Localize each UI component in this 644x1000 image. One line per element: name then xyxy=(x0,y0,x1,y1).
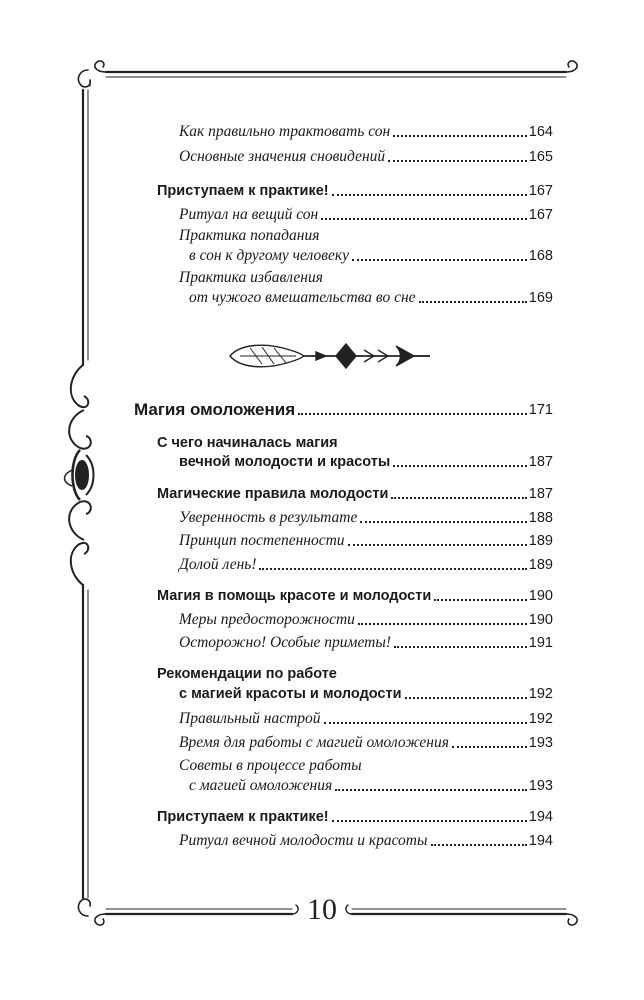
toc-entry-title: от чужого вмешательства во сне xyxy=(189,289,416,306)
dot-leader xyxy=(352,259,527,261)
toc-entry-page: 167 xyxy=(528,183,553,199)
dot-leader xyxy=(419,301,527,303)
toc-entry-page: 194 xyxy=(528,809,553,825)
dot-leader xyxy=(393,135,527,137)
toc-entry[interactable] xyxy=(179,555,553,575)
page-number: 10 xyxy=(307,893,337,926)
dot-leader xyxy=(394,646,527,648)
toc-entry[interactable] xyxy=(179,508,553,528)
dot-leader xyxy=(434,599,527,601)
dot-leader xyxy=(391,497,526,499)
toc-entry[interactable] xyxy=(179,122,553,142)
dot-leader xyxy=(388,160,527,162)
dot-leader xyxy=(393,465,527,467)
toc-entry[interactable] xyxy=(179,684,553,704)
toc-entry-page: 191 xyxy=(528,635,553,651)
toc-entry-page: 187 xyxy=(528,454,553,470)
toc-entry-page: 167 xyxy=(528,207,553,223)
toc-entry[interactable] xyxy=(189,776,553,796)
toc-entry-page: 193 xyxy=(528,735,553,751)
toc-entry-title: Осторожно! Особые приметы! xyxy=(179,634,391,651)
toc-entry-title: Принцип постепенности xyxy=(179,532,345,549)
toc-entry-page: 187 xyxy=(528,486,553,502)
toc-chapter-page: 171 xyxy=(528,402,553,418)
toc-entry-page: 165 xyxy=(528,149,553,165)
toc-entry-title-line1: С чего начиналась магия xyxy=(157,435,338,451)
toc-entry-title: Приступаем к практике! xyxy=(157,809,329,825)
toc-entry-title-line1: Советы в процессе работы xyxy=(179,757,362,774)
dot-leader xyxy=(405,697,527,699)
toc-entry-page: 192 xyxy=(528,711,553,727)
dot-leader xyxy=(431,844,527,846)
toc-entry[interactable] xyxy=(157,181,553,201)
toc-entry-title-line1: Рекомендации по работе xyxy=(157,666,337,682)
toc-entry[interactable] xyxy=(179,610,553,630)
toc-entry[interactable] xyxy=(157,807,553,827)
toc-entry-title: Приступаем к практике! xyxy=(157,183,329,199)
toc-entry-title: Долой лень! xyxy=(179,556,257,573)
toc-entry-page: 168 xyxy=(528,248,553,264)
toc-entry[interactable] xyxy=(189,246,553,266)
dot-leader xyxy=(360,521,526,523)
toc-entry-title: Как правильно трактовать сон xyxy=(179,123,391,140)
toc-entry-page: 189 xyxy=(528,557,553,573)
dot-leader xyxy=(335,789,527,791)
toc-entry-page: 192 xyxy=(528,686,553,702)
toc-entry-title: Ритуал вечной молодости и красоты xyxy=(179,832,428,849)
dot-leader xyxy=(358,623,527,625)
toc-entry[interactable] xyxy=(179,633,553,653)
toc-entry-title: вечной молодости и красоты xyxy=(179,454,391,470)
dot-leader xyxy=(298,413,527,415)
toc-entry[interactable] xyxy=(189,288,553,308)
dot-leader xyxy=(321,218,527,220)
dot-leader xyxy=(348,544,527,546)
toc-entry-title: Магия в помощь красоте и молодости xyxy=(157,588,432,604)
toc-entry-title: с магией омоложения xyxy=(189,777,333,794)
toc-entry-page: 169 xyxy=(528,290,553,306)
toc-entry-title: Магические правила молодости xyxy=(157,486,389,502)
toc-entry[interactable] xyxy=(157,586,553,606)
toc-entry-title: в сон к другому человеку xyxy=(189,247,349,264)
dot-leader xyxy=(259,568,526,570)
toc-entry-page: 190 xyxy=(528,588,553,604)
toc-entry-title: Время для работы с магией омоложения xyxy=(179,734,449,751)
toc-entry[interactable] xyxy=(179,733,553,753)
toc-chapter[interactable] xyxy=(134,400,553,420)
toc-entry[interactable] xyxy=(179,205,553,225)
toc-entry-title: с магией красоты и молодости xyxy=(179,686,402,702)
dot-leader xyxy=(452,746,527,748)
toc-entry[interactable] xyxy=(179,147,553,167)
toc-entry-page: 194 xyxy=(528,833,553,849)
toc-entry-title-line1: Практика попадания xyxy=(179,227,320,244)
toc-entry-page: 189 xyxy=(528,533,553,549)
toc-entry[interactable] xyxy=(179,531,553,551)
toc-entry-page: 190 xyxy=(528,612,553,628)
toc-entry-title-line1: Практика избавления xyxy=(179,269,323,286)
toc-entry[interactable] xyxy=(179,709,553,729)
toc-entry[interactable] xyxy=(179,452,553,472)
toc-entry-title: Основные значения сновидений xyxy=(179,148,386,165)
toc-entry-title: Правильный настрой xyxy=(179,710,321,727)
toc-entry-page: 193 xyxy=(528,778,553,794)
toc-entry-page: 164 xyxy=(528,124,553,140)
toc-entry-title: Меры предосторожности xyxy=(179,611,355,628)
toc-entry-page: 188 xyxy=(528,510,553,526)
dot-leader xyxy=(332,820,527,822)
toc-entry[interactable] xyxy=(179,831,553,851)
dot-leader xyxy=(324,722,527,724)
toc-entry-title: Ритуал на вещий сон xyxy=(179,206,319,223)
toc-entry[interactable] xyxy=(157,484,553,504)
dot-leader xyxy=(332,194,527,196)
toc-chapter-title: Магия омоложения xyxy=(134,400,296,419)
toc-entry-title: Уверенность в результате xyxy=(179,509,358,526)
